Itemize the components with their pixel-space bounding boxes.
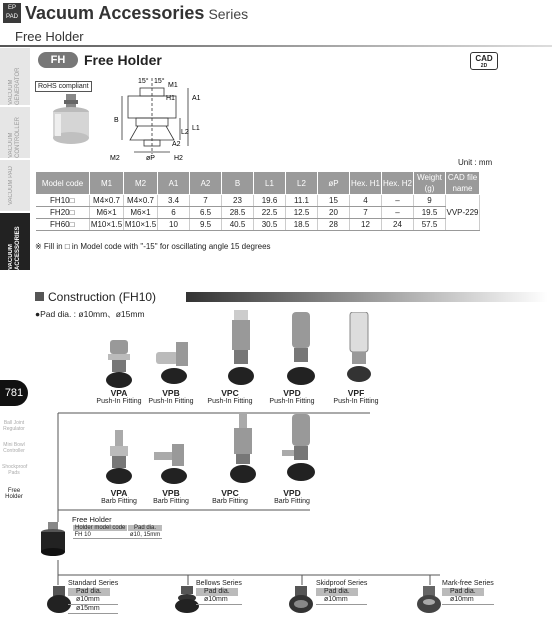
page-header xyxy=(0,0,552,28)
pad-bellows[interactable]: Bellows Series Pad dia. ø10mm xyxy=(196,580,242,603)
category-logo: EP PAD xyxy=(3,3,21,23)
fitting-vpd-push[interactable]: VPD Push-In Fitting xyxy=(269,388,315,405)
vpb-barb-fitting-image xyxy=(152,440,192,486)
cad-file-name[interactable]: VVP-229 xyxy=(446,195,480,231)
fitting-vpb-push[interactable]: VPB Push-In Fitting xyxy=(148,388,194,405)
dim-angle-left: 15° xyxy=(138,78,149,85)
vpb-push-in-fitting-image xyxy=(152,336,192,388)
col-a1: A1 xyxy=(158,172,190,195)
col-op: øP xyxy=(318,172,350,195)
pad-mark-free[interactable]: Mark-free Series Pad dia. ø10mm xyxy=(442,580,494,603)
unit-label: Unit : mm xyxy=(458,158,493,167)
free-holder-image xyxy=(40,522,68,560)
construction-heading: Construction (FH10) xyxy=(35,290,156,304)
product-name: Free Holder xyxy=(84,52,162,68)
side-link-ball-joint[interactable]: Ball Joint Regulator xyxy=(3,420,25,432)
pad-standard[interactable]: Standard Series Pad dia. ø10mm ø15mm xyxy=(68,580,119,612)
dim-b: B xyxy=(114,117,119,124)
product-badge: FH xyxy=(38,52,78,68)
dim-h2: H2 xyxy=(174,155,183,162)
spec-table xyxy=(35,171,480,231)
table-row: FH20□ M6×1 M6×1 6 6.5 28.5 22.5 12.5 20 7 – 19.5 xyxy=(36,207,480,219)
subtitle-bar xyxy=(0,28,552,46)
col-a2: A2 xyxy=(190,172,222,195)
vpc-push-in-fitting-image xyxy=(224,310,258,390)
pad-skidproof[interactable]: Skidproof Series Pad dia. ø10mm xyxy=(316,580,368,603)
col-m2: M2 xyxy=(124,172,158,195)
dim-m1: M1 xyxy=(168,82,178,89)
fitting-vpa-push[interactable]: VPA Push-In Fitting xyxy=(96,388,142,405)
fitting-vpd-barb[interactable]: VPD Barb Fitting xyxy=(274,488,310,505)
fitting-vpf-push[interactable]: VPF Push-In Fitting xyxy=(333,388,379,405)
rohs-badge: RoHS compliant xyxy=(35,81,92,92)
side-link-free-holder[interactable]: Free Holder xyxy=(5,488,23,500)
cad-icon[interactable]: CAD 2D xyxy=(470,52,498,70)
holder-table: Holder model code Pad dia. FH 10 ø10, 15mm xyxy=(74,525,161,538)
product-photo xyxy=(44,92,100,154)
pad-dia-note: ●Pad dia. : ø10mm、ø15mm xyxy=(35,309,145,319)
col-hex-h2: Hex. H2 xyxy=(382,172,414,195)
col-model: Model code xyxy=(36,172,90,195)
col-m1: M1 xyxy=(90,172,124,195)
side-tab-vacuum-controller[interactable]: VACUUM CONTROLLER xyxy=(0,107,30,159)
col-hex-h1: Hex. H1 xyxy=(350,172,382,195)
dim-op: øP xyxy=(146,155,155,162)
subtitle-rule xyxy=(0,45,552,47)
col-weight: Weight (g) xyxy=(414,172,446,195)
fitting-vpc-push[interactable]: VPC Push-In Fitting xyxy=(207,388,253,405)
col-b: B xyxy=(222,172,254,195)
fitting-vpc-barb[interactable]: VPC Barb Fitting xyxy=(212,488,248,505)
dim-angle-right: 15° xyxy=(154,78,165,85)
side-link-shockproof[interactable]: Shockproof Pads xyxy=(2,464,28,476)
dim-m2: M2 xyxy=(110,155,120,162)
vpa-push-in-fitting-image xyxy=(102,338,136,390)
footnote: ※ Fill in □ in Model code with "-15" for oscillating angle 15 degrees xyxy=(35,242,271,251)
side-tab-vacuum-pad[interactable]: VACUUM PAD xyxy=(0,160,30,212)
dim-l2: L2 xyxy=(181,129,189,136)
side-link-mini-bowl[interactable]: Mini Bowl Controller xyxy=(3,442,25,454)
vpd-barb-fitting-image xyxy=(282,414,322,486)
dim-a2: A2 xyxy=(172,141,181,148)
table-row: FH10□ M4×0.7 M4×0.7 3.4 7 23 19.6 11.1 15 4 – 9 VVP-229 xyxy=(36,195,480,207)
fitting-vpb-barb[interactable]: VPB Barb Fitting xyxy=(153,488,189,505)
table-row: FH 10 ø10, 15mm xyxy=(74,532,161,538)
dimension-drawing xyxy=(108,74,208,164)
vpd-push-in-fitting-image xyxy=(282,312,322,390)
mark-free-pad-image xyxy=(416,586,442,616)
page-subtitle: Free Holder xyxy=(15,29,84,44)
side-tab-vacuum-generator[interactable]: VACUUM GENERATOR xyxy=(0,48,30,106)
table-row: FH60□ M10×1.5 M10×1.5 10 9.5 40.5 30.5 18.5 28 12 24 57.5 xyxy=(36,219,480,231)
vpc-barb-fitting-image xyxy=(226,414,260,486)
page-title: Vacuum Accessories Series xyxy=(25,3,249,23)
col-l1: L1 xyxy=(254,172,286,195)
free-holder-title: Free Holder xyxy=(72,515,112,524)
free-holder-info xyxy=(72,515,163,539)
vpf-push-in-fitting-image xyxy=(342,312,376,390)
dim-h1: H1 xyxy=(166,95,175,102)
page-number: 781 xyxy=(0,380,28,406)
construction-rule xyxy=(186,292,548,302)
dim-l1: L1 xyxy=(192,125,200,132)
vpa-barb-fitting-image xyxy=(102,430,136,486)
skidproof-pad-image xyxy=(288,586,314,616)
col-cad: CAD file name xyxy=(446,172,480,195)
fitting-vpa-barb[interactable]: VPA Barb Fitting xyxy=(101,488,137,505)
col-l2: L2 xyxy=(286,172,318,195)
side-tab-vacuum-accessories[interactable]: VACUUM ACCESSORIES xyxy=(0,213,30,271)
dim-a1: A1 xyxy=(192,95,201,102)
